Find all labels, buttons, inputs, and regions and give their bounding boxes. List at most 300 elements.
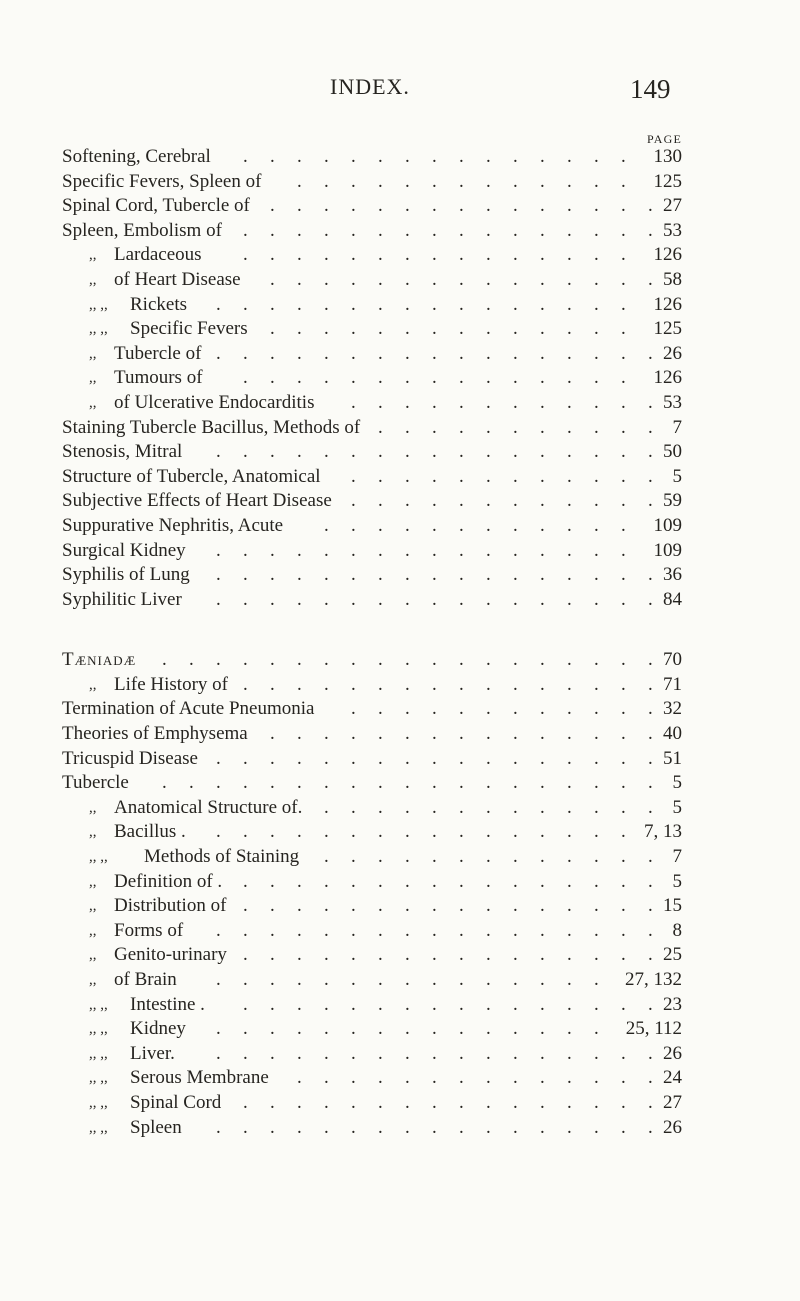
ditto-mark: ,, ,, — [89, 849, 108, 866]
leader-dot: . — [432, 1091, 437, 1113]
leader-dot: . — [162, 772, 167, 794]
leader-dot: . — [621, 588, 626, 610]
leader-dot: . — [513, 244, 518, 266]
leader-dot: . — [594, 1067, 599, 1089]
leader-dot: . — [486, 195, 491, 217]
leader-dot: . — [351, 1042, 356, 1064]
leader-dot: . — [621, 342, 626, 364]
leader-dot: . — [594, 944, 599, 966]
leader-dot: . — [621, 673, 626, 695]
leader-dot: . — [270, 747, 275, 769]
leader-dot: . — [378, 391, 383, 413]
leader-dot: . — [351, 846, 356, 868]
leader-dot: . — [621, 919, 626, 941]
leader-dot: . — [432, 514, 437, 536]
leader-dot: . — [324, 342, 329, 364]
leader-dot: . — [540, 1042, 545, 1064]
leader-dot: . — [432, 391, 437, 413]
leader-dot: . — [270, 146, 275, 167]
entry-label: of Ulcerative Endocarditis — [114, 391, 315, 413]
leader-dot: . — [243, 969, 248, 990]
leader-dot: . — [351, 944, 356, 966]
leader-dot: . — [621, 1091, 626, 1113]
leader-dot: . — [540, 1067, 545, 1089]
leader-dot: . — [297, 673, 302, 695]
leader-dot: . — [297, 870, 302, 892]
leader-dot: . — [567, 539, 572, 561]
leader-dot: . — [486, 490, 491, 512]
leader-dot: . — [405, 649, 410, 671]
leader-dot: . — [459, 1042, 464, 1064]
leader-dot: . — [243, 993, 248, 1015]
leader-dot: . — [270, 673, 275, 695]
leader-dot: . — [648, 564, 653, 586]
leader-dot: . — [621, 293, 626, 315]
index-entry — [0, 1042, 800, 1067]
leader-dot: . — [540, 796, 545, 818]
leader-dot: . — [378, 539, 383, 561]
index-entry — [0, 820, 800, 845]
index-entry — [0, 1091, 800, 1116]
leader-dot: . — [270, 318, 275, 340]
leader-dot: . — [594, 490, 599, 512]
leader-dot: . — [621, 698, 626, 720]
leader-dot: . — [432, 1042, 437, 1064]
leader-dot: . — [513, 146, 518, 167]
leader-dot: . — [405, 1091, 410, 1113]
leader-dot: . — [648, 1091, 653, 1113]
index-entry — [0, 894, 800, 919]
leader-dot: . — [594, 564, 599, 586]
leader-dot: . — [621, 367, 626, 389]
entry-pages: 59 — [663, 490, 682, 512]
leader-dot: . — [297, 747, 302, 769]
leader-dot: . — [567, 969, 572, 990]
leader-dot: . — [378, 342, 383, 364]
leader-dot: . — [567, 342, 572, 364]
leader-dot: . — [648, 796, 653, 818]
leader-dot: . — [567, 441, 572, 463]
leader-dot: . — [270, 268, 275, 290]
leader-dot: . — [324, 441, 329, 463]
leader-dot: . — [351, 1116, 356, 1138]
leader-dot: . — [270, 870, 275, 892]
leader-dot: . — [432, 821, 437, 843]
leader-dot: . — [378, 244, 383, 266]
index-entry — [0, 697, 800, 722]
leader-dot: . — [648, 919, 653, 941]
leader-dot: . — [567, 318, 572, 340]
leader-dot: . — [621, 649, 626, 671]
leader-dot: . — [270, 195, 275, 217]
leader-dot: . — [540, 846, 545, 868]
leader-dot: . — [648, 723, 653, 745]
leader-dot: . — [486, 919, 491, 941]
leader-dot: . — [297, 1042, 302, 1064]
leader-dot: . — [648, 465, 653, 487]
entry-pages: 24 — [663, 1067, 682, 1089]
leader-dot: . — [594, 1116, 599, 1138]
leader-dot: . — [594, 293, 599, 315]
entry-label: Structure of Tubercle, Anatomical — [62, 465, 321, 487]
leader-dot: . — [594, 1018, 599, 1040]
leader-dot: . — [648, 195, 653, 217]
leader-dot: . — [351, 1091, 356, 1113]
leader-dot: . — [540, 293, 545, 315]
leader-dot: . — [243, 944, 248, 966]
leader-dot: . — [297, 441, 302, 463]
leader-dot: . — [567, 268, 572, 290]
leader-dot: . — [513, 1067, 518, 1089]
leader-dot: . — [540, 465, 545, 487]
leader-dot: . — [243, 342, 248, 364]
leader-dot: . — [405, 588, 410, 610]
leader-dot: . — [486, 1067, 491, 1089]
page-number: 149 — [630, 74, 671, 104]
leader-dot: . — [486, 821, 491, 843]
leader-dot: . — [540, 649, 545, 671]
leader-dot: . — [486, 747, 491, 769]
leader-dot: . — [243, 895, 248, 917]
leader-dot: . — [540, 944, 545, 966]
leader-dot: . — [216, 539, 221, 561]
leader-dot: . — [243, 673, 248, 695]
leader-dot: . — [297, 195, 302, 217]
leader-dot: . — [432, 170, 437, 192]
leader-dot: . — [513, 723, 518, 745]
leader-dot: . — [540, 416, 545, 438]
leader-dot: . — [513, 772, 518, 794]
leader-dot: . — [405, 293, 410, 315]
ditto-mark: ,, — [89, 345, 97, 362]
index-entry — [0, 440, 800, 465]
leader-dot: . — [432, 441, 437, 463]
leader-dot: . — [243, 1042, 248, 1064]
ditto-mark: ,, — [89, 947, 97, 964]
leader-dot: . — [621, 1067, 626, 1089]
entry-pages: 7, 13 — [644, 821, 682, 843]
leader-dot: . — [621, 944, 626, 966]
leader-dot: . — [567, 564, 572, 586]
leader-dot: . — [270, 539, 275, 561]
leader-dot: . — [486, 367, 491, 389]
leader-dot: . — [459, 564, 464, 586]
ditto-mark: ,, — [89, 370, 97, 387]
leader-dot: . — [324, 1067, 329, 1089]
leader-dot: . — [324, 514, 329, 536]
leader-dot: . — [567, 796, 572, 818]
leader-dot: . — [324, 969, 329, 990]
leader-dot: . — [621, 1042, 626, 1064]
leader-dot: . — [378, 367, 383, 389]
leader-dot: . — [324, 367, 329, 389]
leader-dot: . — [459, 514, 464, 536]
leader-dot: . — [378, 514, 383, 536]
leader-dot: . — [270, 588, 275, 610]
leader-dot: . — [270, 1018, 275, 1040]
index-entry — [0, 993, 800, 1018]
leader-dot: . — [324, 195, 329, 217]
entry-pages: 23 — [663, 993, 682, 1015]
entry-label: Spinal Cord, Tubercle of — [62, 195, 250, 217]
leader-dot: . — [405, 170, 410, 192]
ditto-mark: ,, — [89, 394, 97, 411]
entry-label: Serous Membrane — [130, 1067, 269, 1089]
leader-dot: . — [621, 539, 626, 561]
ditto-mark: ,, — [89, 271, 97, 288]
entry-pages: 25 — [663, 944, 682, 966]
leader-dot: . — [486, 391, 491, 413]
leader-dot: . — [459, 170, 464, 192]
leader-dot: . — [540, 490, 545, 512]
leader-dot: . — [648, 846, 653, 868]
leader-dot: . — [513, 993, 518, 1015]
leader-dot: . — [540, 993, 545, 1015]
ditto-mark: ,, ,, — [89, 1045, 108, 1062]
leader-dot: . — [351, 772, 356, 794]
leader-dot: . — [351, 588, 356, 610]
leader-dot: . — [513, 1018, 518, 1040]
leader-dot: . — [270, 367, 275, 389]
ditto-mark: ,, — [89, 922, 97, 939]
leader-dot: . — [297, 588, 302, 610]
leader-dot: . — [243, 441, 248, 463]
leader-dot: . — [351, 367, 356, 389]
leader-dot: . — [513, 673, 518, 695]
leader-dot: . — [486, 465, 491, 487]
entry-label: Kidney — [130, 1018, 186, 1040]
leader-dot: . — [297, 268, 302, 290]
leader-dot: . — [567, 673, 572, 695]
leader-dot: . — [243, 821, 248, 843]
leader-dot: . — [486, 1042, 491, 1064]
leader-dot: . — [567, 490, 572, 512]
leader-dot: . — [594, 993, 599, 1015]
leader-dot: . — [459, 993, 464, 1015]
entry-label: Suppurative Nephritis, Acute — [62, 514, 284, 536]
leader-dot: . — [378, 268, 383, 290]
leader-dot: . — [324, 539, 329, 561]
entry-pages: 26 — [663, 342, 682, 364]
leader-dot: . — [486, 1116, 491, 1138]
leader-dot: . — [513, 293, 518, 315]
entry-label: Termination of Acute Pneumonia — [62, 698, 315, 720]
leader-dot: . — [513, 268, 518, 290]
leader-dot: . — [432, 846, 437, 868]
leader-dot: . — [621, 170, 626, 192]
leader-dot: . — [486, 441, 491, 463]
leader-dot: . — [567, 919, 572, 941]
leader-dot: . — [567, 895, 572, 917]
entry-pages: 130 — [653, 146, 682, 167]
leader-dot: . — [216, 1116, 221, 1138]
leader-dot: . — [297, 821, 302, 843]
leader-dot: . — [486, 539, 491, 561]
leader-dot: . — [351, 919, 356, 941]
leader-dot: . — [513, 514, 518, 536]
leader-dot: . — [378, 673, 383, 695]
leader-dot: . — [459, 293, 464, 315]
leader-dot: . — [243, 293, 248, 315]
leader-dot: . — [351, 465, 356, 487]
leader-dot: . — [540, 219, 545, 241]
leader-dot: . — [351, 441, 356, 463]
leader-dot: . — [567, 367, 572, 389]
leader-dot: . — [459, 268, 464, 290]
leader-dot: . — [351, 821, 356, 843]
leader-dot: . — [378, 219, 383, 241]
leader-dot: . — [459, 416, 464, 438]
leader-dot: . — [648, 870, 653, 892]
leader-dot: . — [432, 588, 437, 610]
leader-dot: . — [594, 588, 599, 610]
page-header — [0, 74, 800, 110]
leader-dot: . — [243, 146, 248, 167]
leader-dot: . — [594, 441, 599, 463]
leader-dot: . — [243, 1091, 248, 1113]
leader-dot: . — [621, 796, 626, 818]
leader-dot: . — [567, 747, 572, 769]
entry-label: Life History of — [114, 673, 228, 695]
index-list — [0, 145, 800, 1140]
entry-pages: 26 — [663, 1116, 682, 1138]
leader-dot: . — [405, 673, 410, 695]
leader-dot: . — [621, 772, 626, 794]
leader-dot: . — [216, 441, 221, 463]
index-entry — [0, 366, 800, 391]
leader-dot: . — [513, 490, 518, 512]
entry-pages: 15 — [663, 895, 682, 917]
leader-dot: . — [567, 514, 572, 536]
leader-dot: . — [405, 514, 410, 536]
leader-dot: . — [378, 870, 383, 892]
leader-dot: . — [405, 698, 410, 720]
leader-dot: . — [405, 268, 410, 290]
leader-dot: . — [567, 846, 572, 868]
leader-dot: . — [486, 514, 491, 536]
leader-dot: . — [459, 698, 464, 720]
ditto-mark: ,, — [89, 972, 97, 988]
leader-dot: . — [351, 723, 356, 745]
leader-dot: . — [270, 564, 275, 586]
leader-dot: . — [378, 649, 383, 671]
leader-dot: . — [324, 564, 329, 586]
index-entry — [0, 293, 800, 318]
leader-dot: . — [405, 747, 410, 769]
leader-dot: . — [243, 564, 248, 586]
leader-dot: . — [405, 564, 410, 586]
leader-dot: . — [540, 318, 545, 340]
entry-pages: 126 — [653, 244, 682, 266]
index-entry — [0, 194, 800, 219]
leader-dot: . — [324, 146, 329, 167]
leader-dot: . — [486, 564, 491, 586]
index-entry — [0, 342, 800, 367]
leader-dot: . — [486, 146, 491, 167]
leader-dot: . — [351, 539, 356, 561]
index-entry — [0, 648, 800, 673]
leader-dot: . — [378, 195, 383, 217]
entry-label: Staining Tubercle Bacillus, Methods of — [62, 416, 361, 438]
leader-dot: . — [486, 293, 491, 315]
index-entry — [0, 416, 800, 441]
leader-dot: . — [324, 649, 329, 671]
leader-dot: . — [243, 219, 248, 241]
leader-dot: . — [594, 195, 599, 217]
leader-dot: . — [621, 846, 626, 868]
leader-dot: . — [459, 944, 464, 966]
leader-dot: . — [567, 293, 572, 315]
leader-dot: . — [621, 195, 626, 217]
leader-dot: . — [189, 772, 194, 794]
leader-dot: . — [540, 367, 545, 389]
leader-dot: . — [648, 649, 653, 671]
leader-dot: . — [594, 772, 599, 794]
leader-dot: . — [432, 268, 437, 290]
leader-dot: . — [486, 1091, 491, 1113]
leader-dot: . — [405, 416, 410, 438]
index-entry — [0, 391, 800, 416]
leader-dot: . — [378, 895, 383, 917]
leader-dot: . — [324, 821, 329, 843]
index-entry — [0, 1116, 800, 1141]
leader-dot: . — [513, 195, 518, 217]
leader-dot: . — [648, 673, 653, 695]
leader-dot: . — [324, 318, 329, 340]
leader-dot: . — [378, 441, 383, 463]
leader-dot: . — [459, 821, 464, 843]
leader-dot: . — [459, 391, 464, 413]
leader-dot: . — [216, 772, 221, 794]
entry-pages: 5 — [672, 870, 682, 892]
leader-dot: . — [513, 944, 518, 966]
index-entry — [0, 845, 800, 870]
entry-pages: 125 — [653, 170, 682, 192]
leader-dot: . — [378, 993, 383, 1015]
leader-dot: . — [513, 342, 518, 364]
index-entry — [0, 919, 800, 944]
leader-dot: . — [378, 416, 383, 438]
leader-dot: . — [378, 747, 383, 769]
leader-dot: . — [648, 219, 653, 241]
entry-label: Tubercle — [62, 772, 129, 794]
leader-dot: . — [324, 268, 329, 290]
leader-dot: . — [621, 146, 626, 167]
leader-dot: . — [297, 318, 302, 340]
entry-pages: 25, 112 — [625, 1018, 682, 1040]
leader-dot: . — [513, 391, 518, 413]
leader-dot: . — [270, 821, 275, 843]
leader-dot: . — [270, 244, 275, 266]
entry-pages: 26 — [663, 1042, 682, 1064]
leader-dot: . — [486, 870, 491, 892]
leader-dot: . — [486, 993, 491, 1015]
entry-pages: 50 — [663, 441, 682, 463]
leader-dot: . — [297, 723, 302, 745]
leader-dot: . — [513, 170, 518, 192]
leader-dot: . — [621, 514, 626, 536]
leader-dot: . — [540, 723, 545, 745]
leader-dot: . — [378, 318, 383, 340]
leader-dot: . — [243, 1116, 248, 1138]
leader-dot: . — [270, 1091, 275, 1113]
leader-dot: . — [270, 1116, 275, 1138]
leader-dot: . — [540, 195, 545, 217]
leader-dot: . — [432, 969, 437, 990]
leader-dot: . — [432, 895, 437, 917]
leader-dot: . — [405, 993, 410, 1015]
leader-dot: . — [324, 870, 329, 892]
